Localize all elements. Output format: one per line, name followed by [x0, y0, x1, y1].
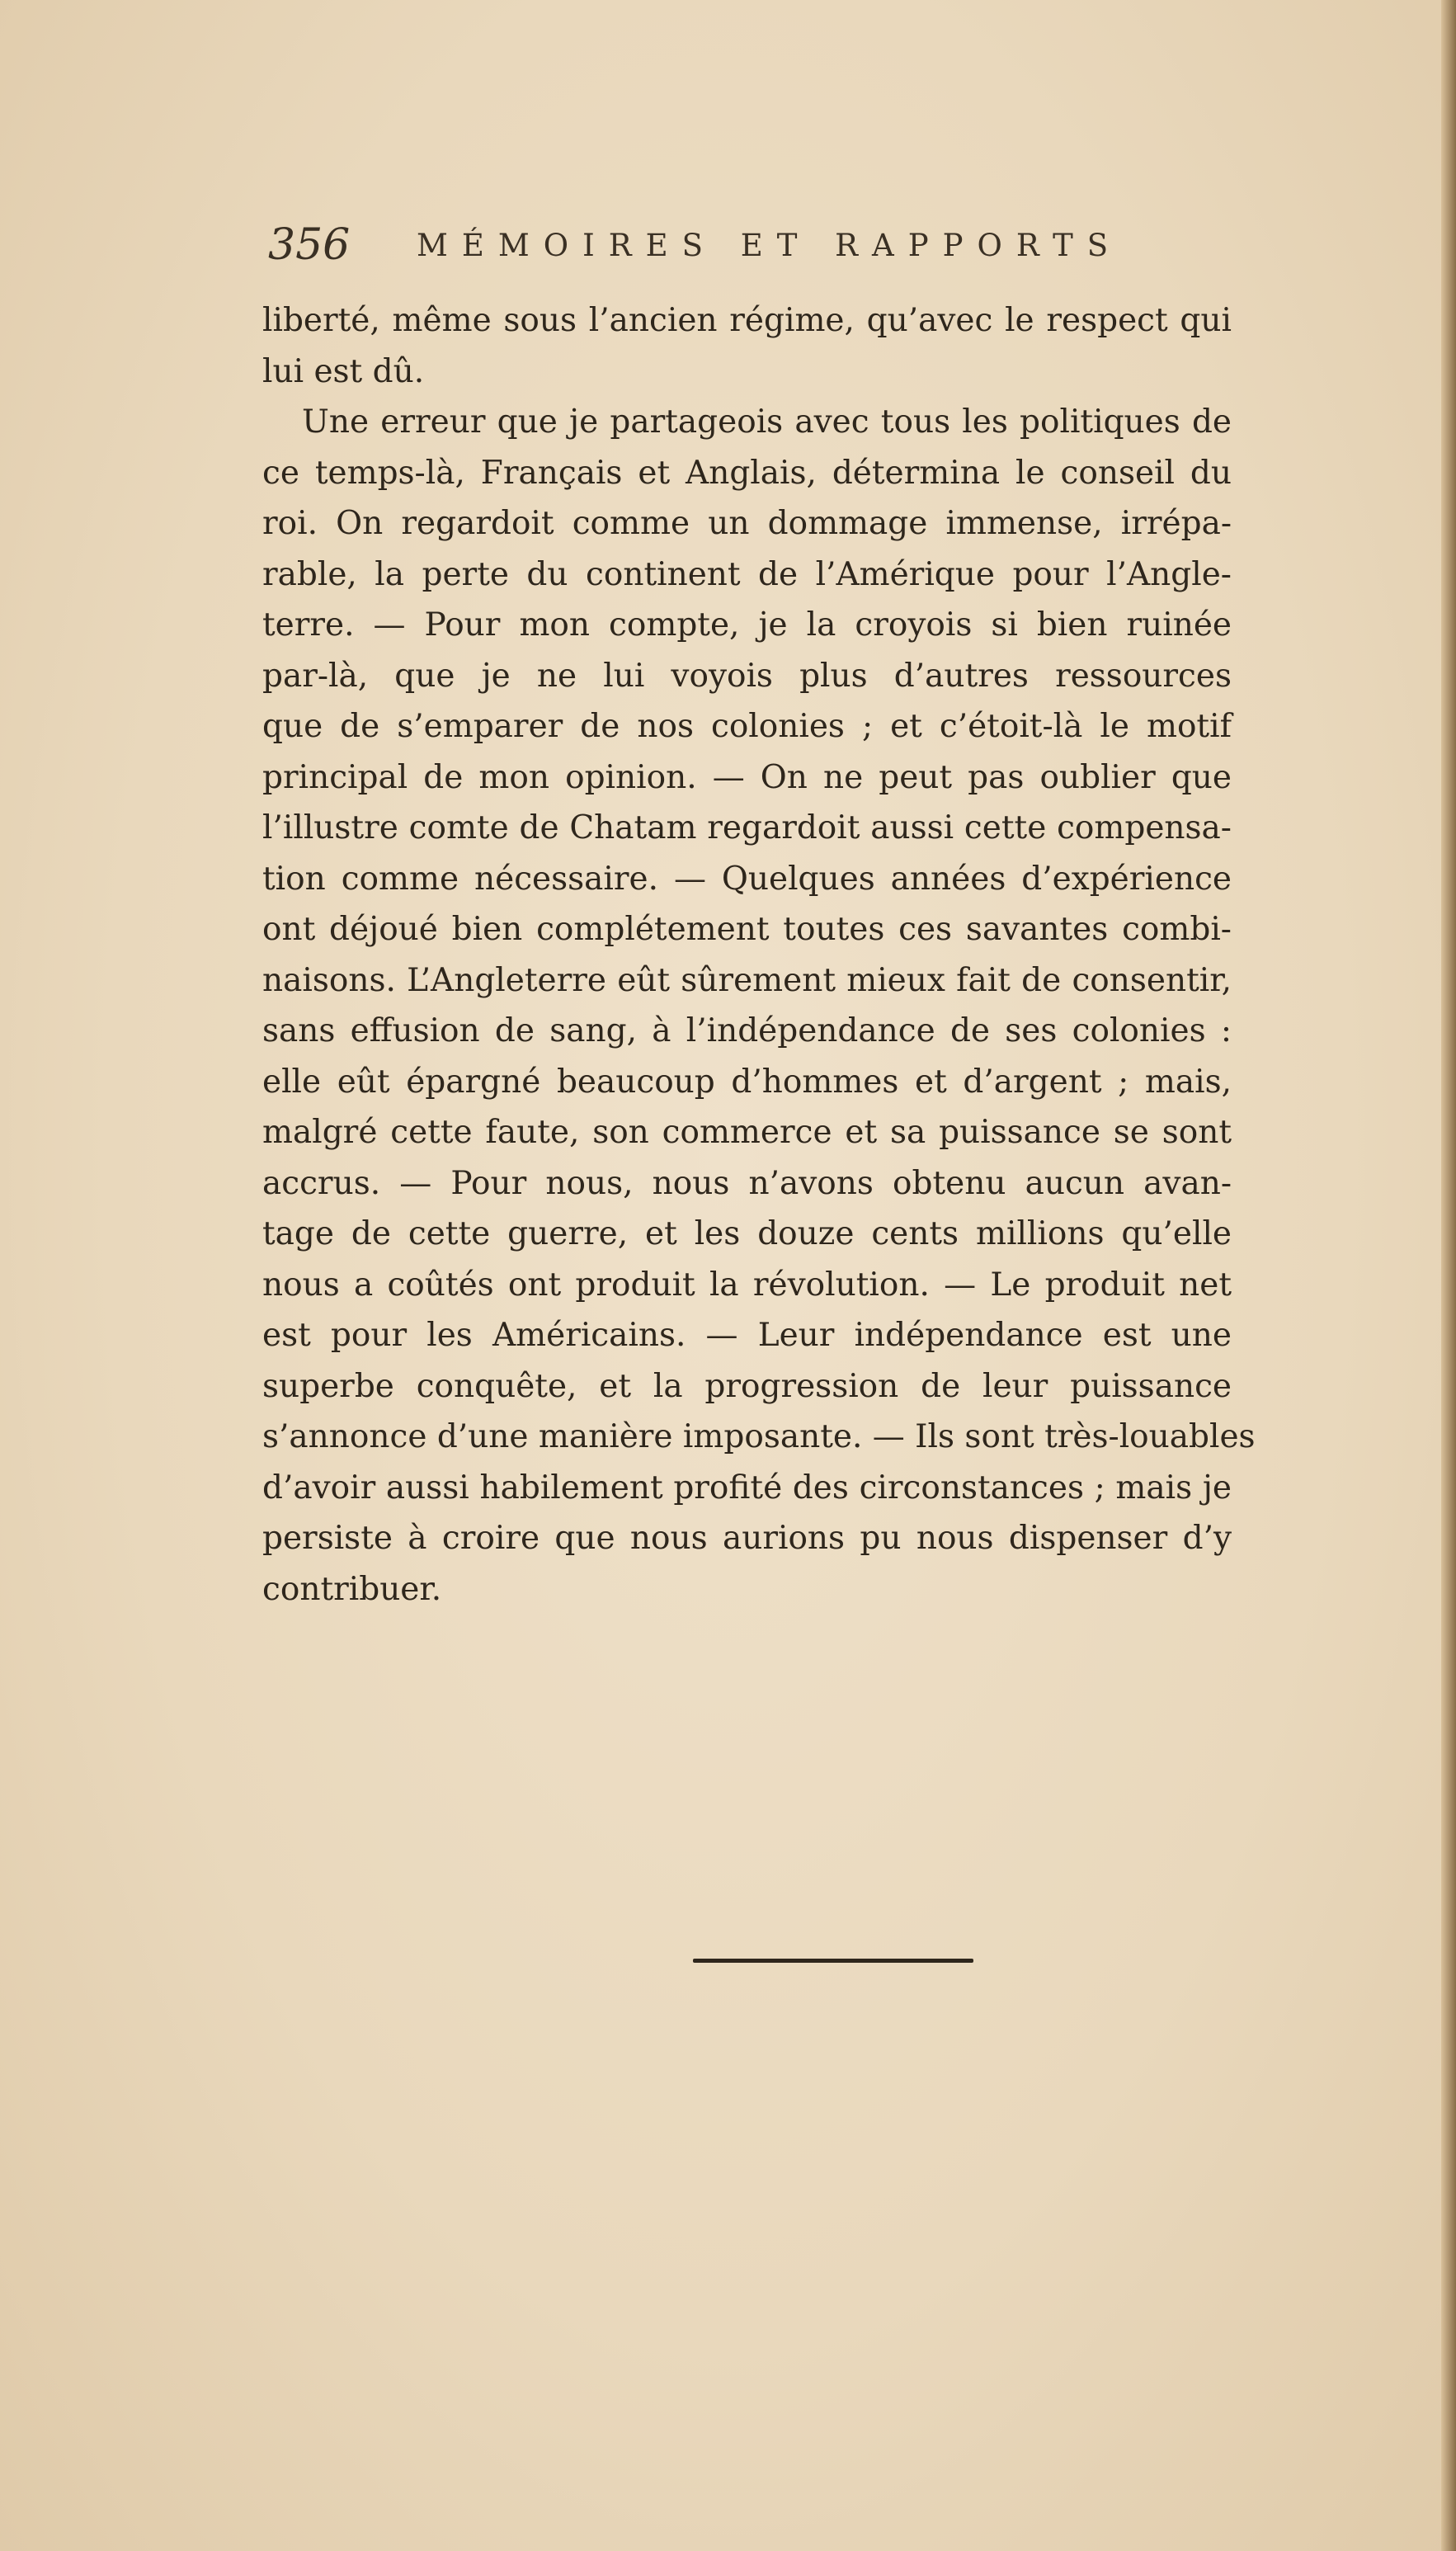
text-line: est pour les Américains. — Leur indépendance est une: [262, 1317, 1232, 1354]
text-line: que de s’emparer de nos colonies ; et c’étoit-là le motif: [262, 708, 1232, 745]
text-line: ont déjoué bien complétement toutes ces savantes combi-: [262, 911, 1232, 948]
text-line: elle eût épargné beaucoup d’hommes et d’argent ; mais,: [262, 1063, 1232, 1101]
text-line: par-là, que je ne lui voyois plus d’autres ressources: [262, 657, 1232, 695]
text-line: contribuer.: [262, 1570, 442, 1608]
text-line: l’illustre comte de Chatam regardoit aussi cette compensa-: [262, 809, 1232, 846]
text-line: roi. On regardoit comme un dommage immense, irrépa-: [262, 505, 1232, 542]
text-line: ce temps-là, Français et Anglais, détermina le conseil du: [262, 454, 1232, 492]
text-line: sans effusion de sang, à l’indépendance de ses colonies :: [262, 1012, 1232, 1049]
text-line: Une erreur que je partageois avec tous les politiques de: [302, 403, 1232, 441]
closing-rule: [693, 1959, 973, 1963]
text-line: rable, la perte du continent de l’Amérique pour l’Angle-: [262, 555, 1232, 593]
text-line: nous a coûtés ont produit la révolution. — Le produit net: [262, 1266, 1232, 1304]
text-line: accrus. — Pour nous, nous n’avons obtenu aucun avan-: [262, 1164, 1232, 1202]
body-text: [262, 295, 1256, 1615]
running-title: MÉMOIRES ET RAPPORTS: [417, 228, 1123, 263]
running-header: [268, 216, 1233, 274]
text-line: liberté, même sous l’ancien régime, qu’avec le respect qui: [262, 302, 1232, 339]
text-line: principal de mon opinion. — On ne peut pas oublier que: [262, 758, 1232, 796]
text-line: d’avoir aussi habilement profité des circonstances ; mais je: [262, 1469, 1232, 1507]
text-line: lui est dû.: [262, 352, 425, 390]
text-line: persiste à croire que nous aurions pu nous dispenser d’y: [262, 1520, 1232, 1557]
text-line: malgré cette faute, son commerce et sa puissance se sont: [262, 1114, 1232, 1151]
text-line: naisons. L’Angleterre eût sûrement mieux fait de consentir,: [262, 961, 1232, 999]
text-line: terre. — Pour mon compte, je la croyois si bien ruinée: [262, 606, 1232, 644]
text-line: tage de cette guerre, et les douze cents millions qu’elle: [262, 1215, 1232, 1252]
text-line: superbe conquête, et la progression de leur puissance: [262, 1367, 1232, 1405]
page-edge-shadow: [1441, 0, 1456, 2551]
text-line: s’annonce d’une manière imposante. — Ils sont très-louables: [262, 1418, 1256, 1455]
page-number: 356: [268, 220, 351, 270]
text-line: tion comme nécessaire. — Quelques années d’expérience: [262, 860, 1232, 898]
